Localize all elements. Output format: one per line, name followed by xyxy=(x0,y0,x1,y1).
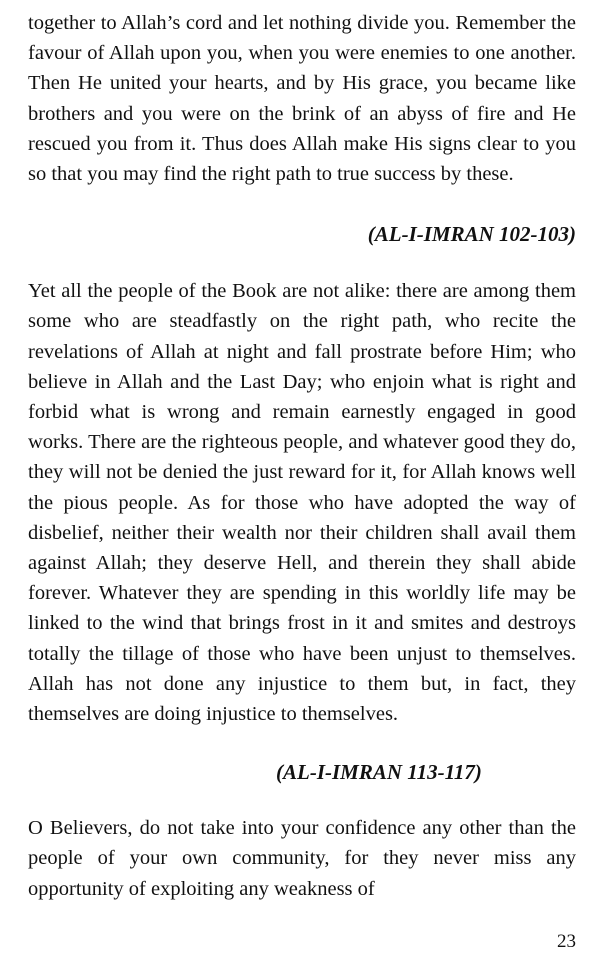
paragraph-3: O Believers, do not take into your confidence any other than the people of your own community, for they never miss any opportunity of exploiting any weakness of xyxy=(28,817,576,900)
page-number: 23 xyxy=(557,931,576,952)
paragraph-2: Yet all the people of the Book are not alike: there are among them some who are steadfastly on the right path, who recite the revelations of Allah at night and fall prostrate before Him; who believe in Allah and the Last Day; who enjoin what is right and forbid what is wrong and remain earnestly engaged in good works. There are the righteous people, and whatever good they do, they will not be denied the just reward for it, for Allah knows well the pious people. As for those who have adopted the way of disbelief, neither their wealth nor their children shall avail them against Allah; they deserve Hell, and therein they shall abide forever. Whatever they are spending in this worldly life may be linked to the wind that brings frost in it and smites and destroys totally the tillage of those who have been unjust to themselves. Allah has not done any injustice to them but, in fact, they themselves are doing injustice to themselves. xyxy=(28,280,576,726)
page-body xyxy=(28,8,576,904)
verse-reference-1: (AL-I-IMRAN 102-103) xyxy=(367,222,576,247)
paragraph-1: together to Allah’s cord and let nothing divide you. Remember the favour of Allah upon you, when you were enemies to one another. Then He united your hearts, and by His grace, you became like brothers and you were on the brink of an abyss of fire and He rescued you from it. Thus does Allah make His signs clear to you so that you may find the right path to true success by these. xyxy=(28,12,576,186)
verse-reference-2: (AL-I-IMRAN 113-117) xyxy=(276,760,482,785)
